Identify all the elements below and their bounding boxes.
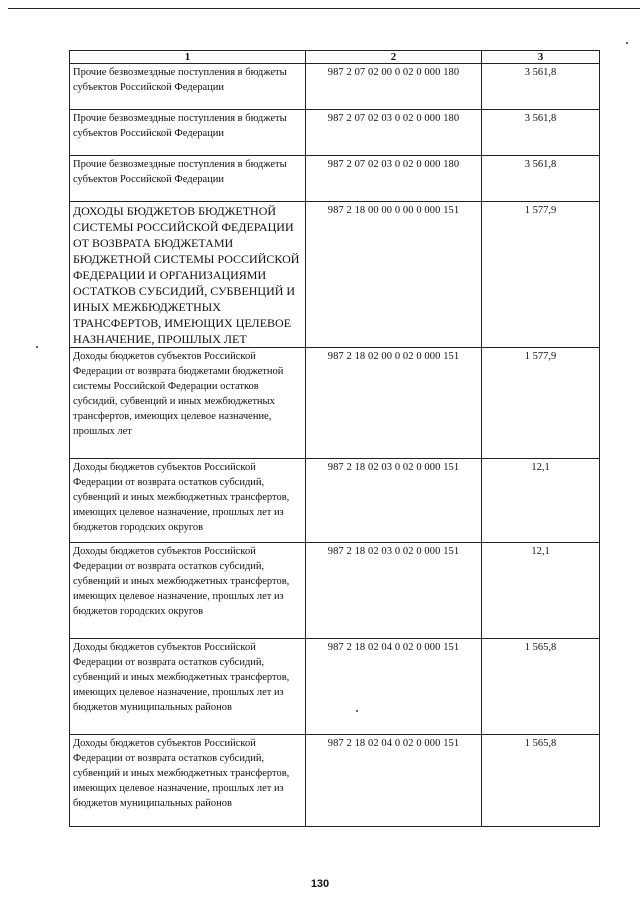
row-amount-cell: 1 577,9 (482, 348, 600, 459)
row-amount-cell: 12,1 (482, 459, 600, 543)
row-code-cell: 987 2 18 02 03 0 02 0 000 151 (306, 543, 482, 639)
row-amount-cell: 1 565,8 (482, 639, 600, 735)
table-row (70, 543, 600, 639)
row-name-cell: Прочие безвозмездные поступления в бюджеты субъектов Российской Федерации (70, 156, 306, 202)
row-code-cell: 987 2 07 02 00 0 02 0 000 180 (306, 64, 482, 110)
table-row (70, 202, 600, 348)
header-col-2: 2 (306, 51, 482, 64)
top-rule (8, 8, 640, 9)
table-row (70, 735, 600, 827)
table-row (70, 110, 600, 156)
row-name-cell: Доходы бюджетов субъектов Российской Федерации от возврата остатков субсидий, субвенций и иных межбюджетных трансфертов, имеющих целевое назначение, прошлых лет из бюджетов городских округов (70, 543, 306, 639)
page-number: 130 (310, 878, 330, 890)
scan-speck (36, 346, 38, 348)
table-row (70, 639, 600, 735)
header-col-1: 1 (70, 51, 306, 64)
row-code-cell: 987 2 18 02 04 0 02 0 000 151 (306, 735, 482, 827)
row-name-cell: Прочие безвозмездные поступления в бюджеты субъектов Российской Федерации (70, 110, 306, 156)
row-code-cell: 987 2 07 02 03 0 02 0 000 180 (306, 156, 482, 202)
row-name-cell: Доходы бюджетов субъектов Российской Федерации от возврата остатков субсидий, субвенций и иных межбюджетных трансфертов, имеющих целевое назначение, прошлых лет из бюджетов городских округов (70, 459, 306, 543)
row-code-cell: 987 2 18 02 00 0 02 0 000 151 (306, 348, 482, 459)
table-row (70, 348, 600, 459)
row-amount-cell: 3 561,8 (482, 156, 600, 202)
row-amount-cell: 1 565,8 (482, 735, 600, 827)
row-name-cell: Доходы бюджетов субъектов Российской Федерации от возврата бюджетами бюджетной системы Российской Федерации остатков субсидий, субвенций и иных межбюджетных трансфертов, имеющих целевое назначение, прошлых лет (70, 348, 306, 459)
row-amount-cell: 3 561,8 (482, 110, 600, 156)
row-name-cell: ДОХОДЫ БЮДЖЕТОВ БЮДЖЕТНОЙ СИСТЕМЫ РОССИЙСКОЙ ФЕДЕРАЦИИ ОТ ВОЗВРАТА БЮДЖЕТАМИ БЮДЖЕТНОЙ СИСТЕМЫ РОССИЙСКОЙ ФЕДЕРАЦИИ И ОРГАНИЗАЦИЯМИ ОСТАТКОВ СУБСИДИЙ, СУБВЕНЦИЙ И ИНЫХ МЕЖБЮДЖЕТНЫХ ТРАНСФЕРТОВ, ИМЕЮЩИХ ЦЕЛЕВОЕ НАЗНАЧЕНИЕ, ПРОШЛЫХ ЛЕТ (70, 202, 306, 348)
scan-speck (626, 42, 628, 44)
row-code-cell: 987 2 18 00 00 0 00 0 000 151 (306, 202, 482, 348)
row-code-cell: 987 2 18 02 04 0 02 0 000 151 (306, 639, 482, 735)
row-name-cell: Доходы бюджетов субъектов Российской Федерации от возврата остатков субсидий, субвенций и иных межбюджетных трансфертов, имеющих целевое назначение, прошлых лет из бюджетов муниципальных районов (70, 639, 306, 735)
row-amount-cell: 12,1 (482, 543, 600, 639)
row-amount-cell: 3 561,8 (482, 64, 600, 110)
table-row (70, 156, 600, 202)
table-row (70, 459, 600, 543)
table-row (70, 64, 600, 110)
row-name-cell: Доходы бюджетов субъектов Российской Федерации от возврата остатков субсидий, субвенций и иных межбюджетных трансфертов, имеющих целевое назначение, прошлых лет из бюджетов муниципальных районов (70, 735, 306, 827)
row-code-cell: 987 2 18 02 03 0 02 0 000 151 (306, 459, 482, 543)
row-amount-cell: 1 577,9 (482, 202, 600, 348)
row-name-cell: Прочие безвозмездные поступления в бюджеты субъектов Российской Федерации (70, 64, 306, 110)
header-col-3: 3 (482, 51, 600, 64)
table-header-row (70, 51, 600, 64)
budget-table (69, 50, 600, 827)
row-code-cell: 987 2 07 02 03 0 02 0 000 180 (306, 110, 482, 156)
